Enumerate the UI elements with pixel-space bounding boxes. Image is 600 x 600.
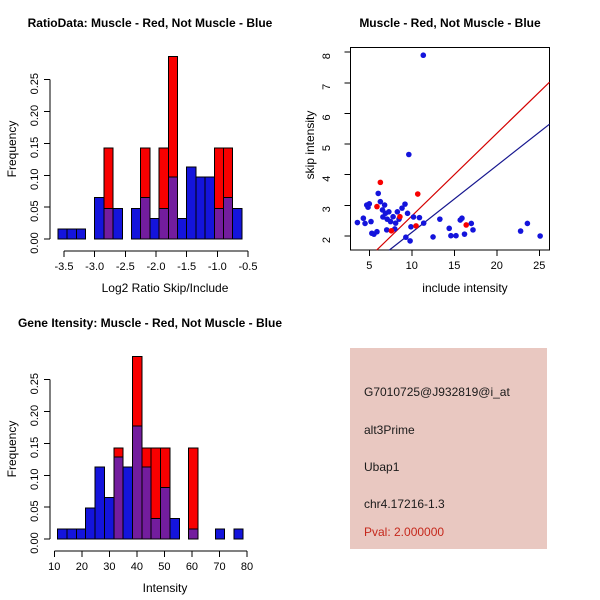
pval-text: Pval: 2.000000 [364,525,445,539]
gene-intensity-histogram-plot [0,300,300,600]
svg-text:7: 7 [321,83,333,90]
svg-text:20: 20 [75,561,88,573]
svg-text:0.25: 0.25 [29,372,41,395]
scatter-ylabel: skip intensity [303,110,317,180]
svg-text:4: 4 [321,175,333,182]
svg-text:-3.0: -3.0 [85,261,105,273]
ratio-hist-xlabel: Log2 Ratio Skip/Include [101,281,229,295]
svg-text:0.05: 0.05 [29,200,41,222]
svg-text:70: 70 [213,561,226,573]
gene-hist-title: Gene Itensity: Muscle - Red, Not Muscle - Blue [17,316,283,330]
svg-text:0.10: 0.10 [29,468,41,490]
svg-text:2: 2 [321,236,333,244]
ratio-histogram-plot [0,0,300,300]
svg-text:-3.5: -3.5 [54,261,74,273]
panel-gene-info [300,300,600,600]
gene-name-text: Ubap1 [364,460,400,474]
svg-text:0.20: 0.20 [29,404,41,427]
svg-text:0.25: 0.25 [29,72,41,95]
svg-text:-2.5: -2.5 [115,261,135,273]
svg-text:-1.0: -1.0 [207,261,227,273]
gene-hist-ylabel: Frequency [5,420,19,478]
scatter-title: Muscle - Red, Not Muscle - Blue [359,16,541,30]
scatter-xlabel: include intensity [422,281,508,295]
svg-text:40: 40 [130,561,144,573]
svg-text:0.00: 0.00 [29,532,41,554]
svg-text:0.20: 0.20 [29,104,41,127]
intensity-scatter-plot [300,0,600,300]
svg-text:0.15: 0.15 [29,436,41,459]
svg-text:-2.0: -2.0 [146,261,166,273]
ratio-hist-ylabel: Frequency [5,120,19,178]
svg-text:25: 25 [533,260,546,272]
gene-hist-xlabel: Intensity [142,581,188,595]
svg-text:60: 60 [185,561,199,573]
gene-info-card [350,348,547,549]
splice-type-text: alt3Prime [364,423,415,437]
svg-text:-1.5: -1.5 [177,261,197,273]
ratio-hist-title: RatioData: Muscle - Red, Not Muscle - Blue [27,16,273,30]
svg-text:50: 50 [158,561,171,573]
svg-text:-0.5: -0.5 [238,261,258,273]
probe-id-text: G7010725@J932819@i_at [364,385,510,399]
svg-text:30: 30 [103,561,116,573]
panel-ratio-histogram [0,0,300,300]
svg-text:0.05: 0.05 [29,500,41,522]
svg-text:0.10: 0.10 [29,168,41,190]
svg-text:0.15: 0.15 [29,136,41,159]
svg-text:80: 80 [240,561,254,573]
panel-gene-intensity-histogram [0,300,300,600]
chromosome-location-text: chr4.17216-1.3 [364,497,445,511]
svg-text:8: 8 [321,53,333,60]
svg-text:20: 20 [490,260,503,272]
svg-text:0.00: 0.00 [29,232,41,254]
svg-text:10: 10 [48,561,61,573]
svg-text:15: 15 [448,260,461,272]
svg-text:3: 3 [321,206,333,213]
panel-intensity-scatter [300,0,600,300]
svg-text:6: 6 [321,114,333,121]
svg-text:5: 5 [366,260,373,272]
svg-text:5: 5 [321,145,333,152]
svg-text:10: 10 [405,260,418,272]
